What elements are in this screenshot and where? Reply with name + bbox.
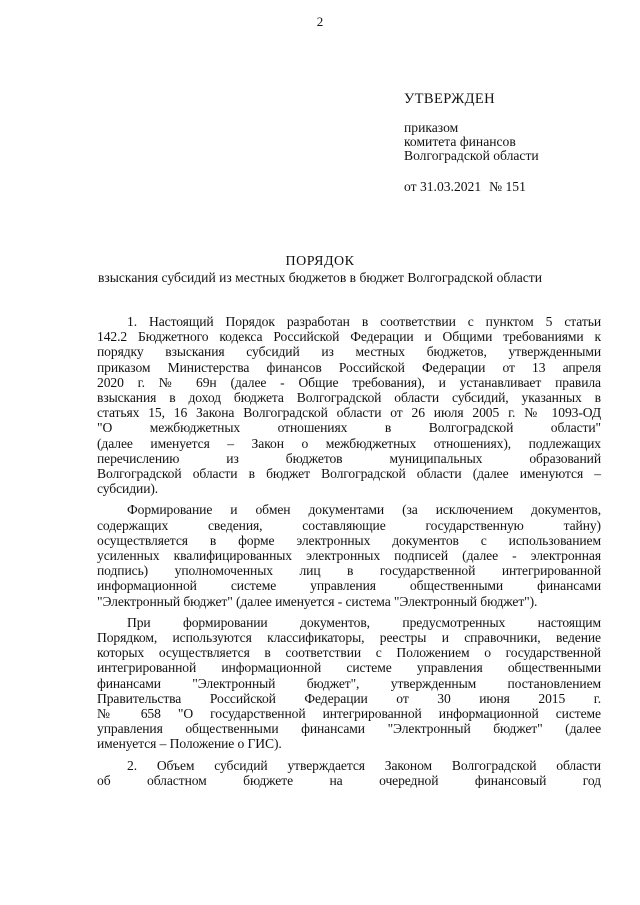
order-date: от 31.03.2021 — [404, 179, 482, 194]
page-number: 2 — [316, 14, 324, 29]
text-line: финансами "Электронный бюджет", утвержденным постановлением — [97, 675, 601, 691]
text-line: взыскания в доход бюджета Волгоградской области субсидий, указанных в — [97, 390, 601, 406]
order-number: № 151 — [489, 179, 526, 194]
title-heading: ПОРЯДОК — [285, 254, 355, 269]
text-line: Волгоградской области в бюджет Волгоградской области (далее именуются – — [97, 466, 601, 482]
text-line: содержащих сведения, составляющие государственную тайну) — [97, 517, 601, 533]
text-line: 142.2 Бюджетного кодекса Российской Федерации и Общими требованиями к — [97, 329, 601, 345]
text-line: "О межбюджетных отношениях в Волгоградской области" — [97, 420, 601, 436]
approval-heading: УТВЕРЖДЕН — [404, 91, 496, 107]
title-subtitle: взыскания субсидий из местных бюджетов в бюджет Волгоградской области — [97, 270, 543, 285]
order-reference — [404, 180, 624, 194]
approval-line: Волгоградской области — [404, 148, 539, 163]
text-line: статьях 15, 16 Закона Волгоградской области от 26 июля 2005 г. № 1093-ОД — [97, 405, 601, 421]
text-line: Правительства Российской Федерации от 30 июня 2015 г. — [97, 690, 601, 706]
approval-stamp — [404, 92, 624, 194]
text-line: Формирование и обмен документами (за исключением документов, — [127, 502, 601, 518]
text-line: осуществляется в форме электронных документов с использованием — [97, 532, 601, 548]
text-line: порядку взыскания субсидий из местных бюджетов, утвержденными — [97, 344, 601, 360]
text-line: перечислению из бюджетов муниципальных образований — [97, 450, 601, 466]
text-line: 2020 г. № 69н (далее - Общие требования), и устанавливает правила — [97, 374, 601, 390]
document-title — [0, 254, 640, 286]
text-line: При формировании документов, предусмотренных настоящим — [127, 614, 601, 630]
text-line: "Электронный бюджет" (далее именуется - система "Электронный бюджет"). — [97, 593, 538, 609]
text-line: интегрированной информационной системе управления общественными — [97, 660, 601, 676]
text-line: именуется – Положение о ГИС). — [97, 736, 282, 752]
text-line: усиленных квалифицированных электронных подписей (далее - электронная — [97, 548, 601, 564]
text-line: 1. Настоящий Порядок разработан в соответствии с пунктом 5 статьи — [127, 314, 601, 329]
text-line: подпись) уполномоченных лиц в государственной интегрированной — [97, 563, 601, 579]
text-line: которых осуществляется в соответствии с Положением о государственной — [97, 645, 601, 661]
text-line: управления общественными финансами "Электронный бюджет" (далее — [97, 721, 601, 737]
text-line: приказом Министерства финансов Российской Федерации от 13 апреля — [97, 359, 601, 375]
document-body — [97, 314, 601, 788]
paragraph-1 — [97, 314, 601, 496]
approval-line: комитета финансов — [404, 134, 516, 149]
text-line: Порядком, используются классификаторы, реестры и справочники, ведение — [97, 630, 601, 646]
text-line: об областном бюджете на очередной финансовый год — [97, 772, 601, 788]
paragraph-3 — [97, 615, 601, 752]
text-line: (далее именуется – Закон о межбюджетных отношениях), подлежащих — [97, 435, 601, 451]
text-line: субсидии). — [97, 481, 159, 497]
text-line: № 658 "О государственной интегрированной информационной системе — [97, 706, 601, 722]
text-line: информационной системе управления общественными финансами — [97, 578, 601, 594]
approval-line: приказом — [404, 120, 459, 135]
paragraph-2 — [97, 502, 601, 608]
paragraph-4 — [97, 758, 601, 788]
text-line: 2. Объем субсидий утверждается Законом Волгоградской области — [127, 757, 601, 773]
